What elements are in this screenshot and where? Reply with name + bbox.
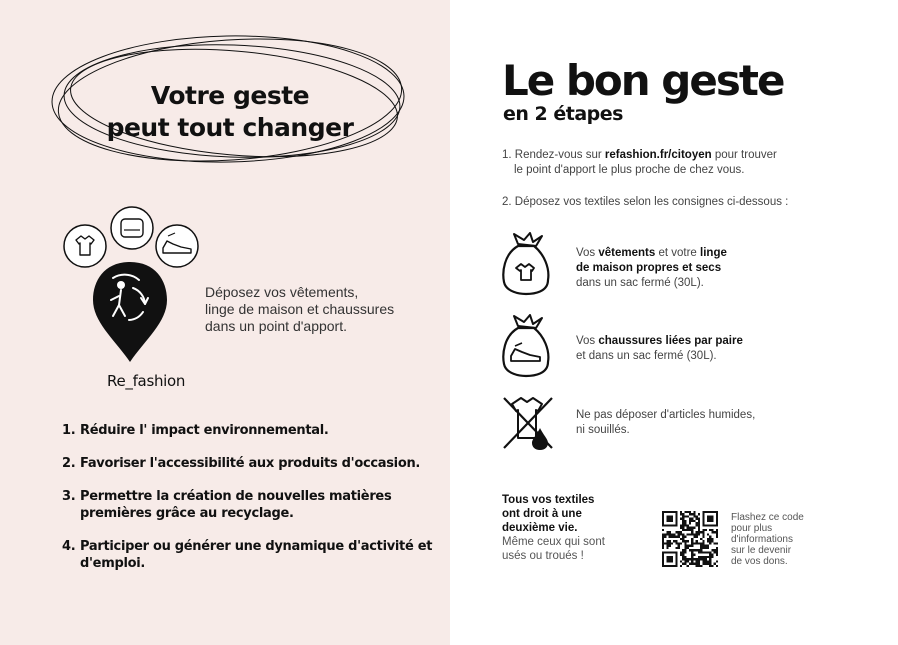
- page-subtitle: en 2 étapes: [503, 103, 623, 125]
- intro-line1: Déposez vos vêtements,: [205, 284, 359, 300]
- benefit-item: [62, 455, 442, 472]
- rule1-line3: dans un sac fermé (30L).: [576, 277, 704, 289]
- clothes-bag-icon: [500, 232, 552, 296]
- step-1-suffix: pour trouver: [711, 149, 777, 161]
- qr-text-line: d'informations: [731, 534, 793, 545]
- step-1: [502, 148, 832, 178]
- benefit-number: 1.: [62, 423, 76, 438]
- note-light1: Même ceux qui sont: [502, 536, 605, 548]
- benefit-item: [62, 538, 442, 572]
- qr-text-line: sur le devenir: [731, 545, 792, 556]
- note-bold1: Tous vos textiles: [502, 494, 595, 506]
- benefit-text: Permettre la création de nouvelles matières premières grâce au recyclage.: [80, 489, 392, 521]
- intro-line3: dans un point d'apport.: [205, 318, 348, 334]
- benefit-number: 4.: [62, 539, 76, 554]
- step-1-prefix: 1. Rendez-vous sur: [502, 149, 605, 161]
- rule2-b: chaussures liées par paire: [598, 335, 743, 347]
- qr-code-icon[interactable]: [662, 511, 718, 567]
- tshirt-circle-icon: [64, 225, 106, 267]
- note-bold2: ont droit à une: [502, 508, 582, 520]
- page-title: Le bon geste: [502, 56, 784, 105]
- rule-no-wet-text: [576, 408, 806, 438]
- rule1-c: et votre: [655, 247, 701, 259]
- shoes-bag-icon: [500, 314, 552, 378]
- headline: [80, 80, 380, 144]
- step-2: 2. Déposez vos textiles selon les consignes ci-dessous :: [502, 196, 789, 208]
- drop-point-icon: [55, 200, 205, 370]
- intro-text: [205, 284, 435, 335]
- note-bold3: deuxième vie.: [502, 522, 578, 534]
- benefit-item: [62, 488, 442, 522]
- rule3-line2: ni souillés.: [576, 424, 630, 436]
- benefit-text: Participer ou générer une dynamique d'activité et d'emploi.: [80, 539, 433, 571]
- location-pin-icon: [93, 262, 167, 362]
- benefit-text: Réduire l' impact environnemental.: [80, 423, 329, 438]
- qr-text-line: pour plus: [731, 523, 773, 534]
- rule1-b1: vêtements: [598, 247, 656, 259]
- rule1-a: Vos: [576, 247, 599, 259]
- towel-circle-icon: [111, 207, 153, 249]
- step-1-line2: le point d'apport le plus proche de chez vous.: [514, 164, 745, 176]
- no-wet-items-icon: [500, 394, 560, 452]
- rule1-line2: de maison propres et secs: [576, 262, 722, 274]
- rule3-line1: Ne pas déposer d'articles humides,: [576, 409, 756, 421]
- headline-line2: peut tout changer: [106, 113, 354, 142]
- benefits-list: [62, 422, 442, 588]
- rule-clothes-text: [576, 246, 806, 291]
- rule-shoes-text: [576, 334, 806, 364]
- shoe-circle-icon: [156, 225, 198, 267]
- headline-line1: Votre geste: [150, 81, 310, 110]
- benefit-number: 3.: [62, 489, 76, 504]
- benefit-number: 2.: [62, 456, 76, 471]
- rule2-line2: et dans un sac fermé (30L).: [576, 350, 717, 362]
- qr-text: [731, 512, 831, 567]
- refashion-link[interactable]: refashion.fr/citoyen: [604, 149, 712, 161]
- brand-logo-text: Re_fashion: [107, 372, 186, 390]
- second-life-note: [502, 493, 632, 563]
- qr-text-line: Flashez ce code: [731, 512, 804, 523]
- rule1-b2: linge: [700, 247, 727, 259]
- rule2-a: Vos: [576, 335, 599, 347]
- benefit-item: [62, 422, 442, 439]
- qr-text-line: de vos dons.: [731, 556, 788, 567]
- note-light2: usés ou troués !: [502, 550, 584, 562]
- benefit-text: Favoriser l'accessibilité aux produits d'occasion.: [80, 456, 421, 471]
- intro-line2: linge de maison et chaussures: [205, 301, 395, 317]
